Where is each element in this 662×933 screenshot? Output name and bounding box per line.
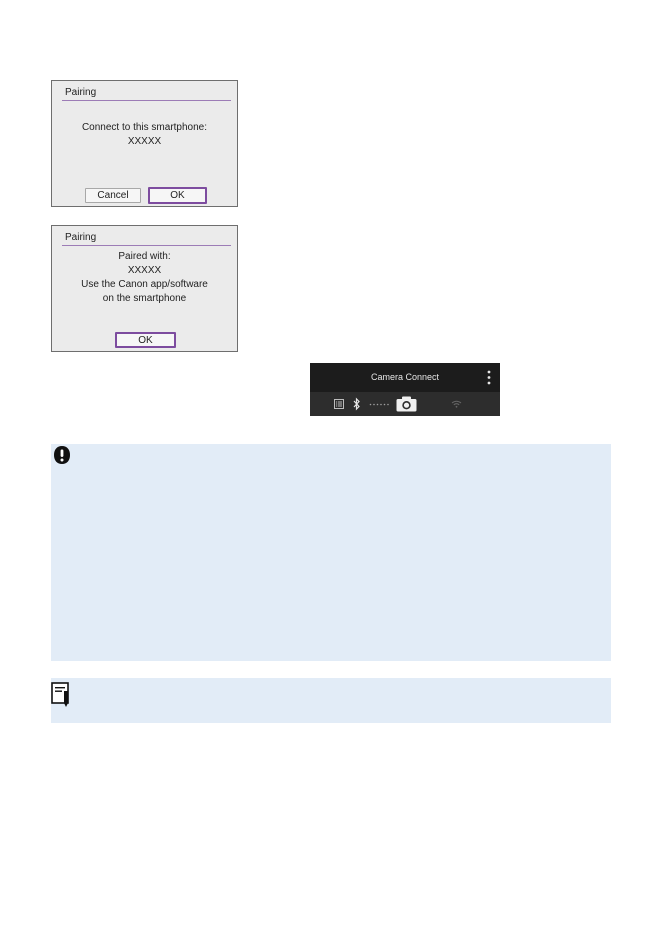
memo-note-box xyxy=(51,678,611,723)
dialog-instruction-line1: Use the Canon app/software xyxy=(81,279,208,290)
more-vert-icon[interactable] xyxy=(486,370,492,385)
dialog-title: Pairing xyxy=(65,232,97,243)
connection-status-row xyxy=(310,392,500,416)
camera-connect-app-bar xyxy=(310,363,500,416)
pairing-connect-dialog xyxy=(51,80,238,207)
exclamation-caution-icon xyxy=(53,445,71,465)
wifi-icon xyxy=(451,400,462,408)
dialog-instruction-line2: on the smartphone xyxy=(102,293,187,304)
list-icon[interactable] xyxy=(334,399,344,409)
ok-button[interactable]: OK xyxy=(148,187,207,204)
dialog-message: Connect to this smartphone: xyxy=(81,122,208,133)
dialog-device-name: XXXXX xyxy=(127,136,162,147)
dialog-title-divider xyxy=(62,100,231,101)
app-title: Camera Connect xyxy=(370,372,440,382)
dialog-title: Pairing xyxy=(65,87,97,98)
camera-icon xyxy=(396,396,417,412)
dialog-device-name: XXXXX xyxy=(127,265,162,276)
pairing-complete-dialog xyxy=(51,225,238,352)
ok-button[interactable]: OK xyxy=(115,332,176,348)
caution-note-box xyxy=(51,444,611,661)
connection-dots-icon xyxy=(369,403,391,406)
dialog-paired-label: Paired with: xyxy=(118,251,171,262)
bluetooth-icon xyxy=(353,397,361,411)
memo-pencil-icon xyxy=(51,682,73,708)
dialog-title-divider xyxy=(62,245,231,246)
cancel-button[interactable]: Cancel xyxy=(85,188,141,203)
app-header xyxy=(310,363,500,392)
